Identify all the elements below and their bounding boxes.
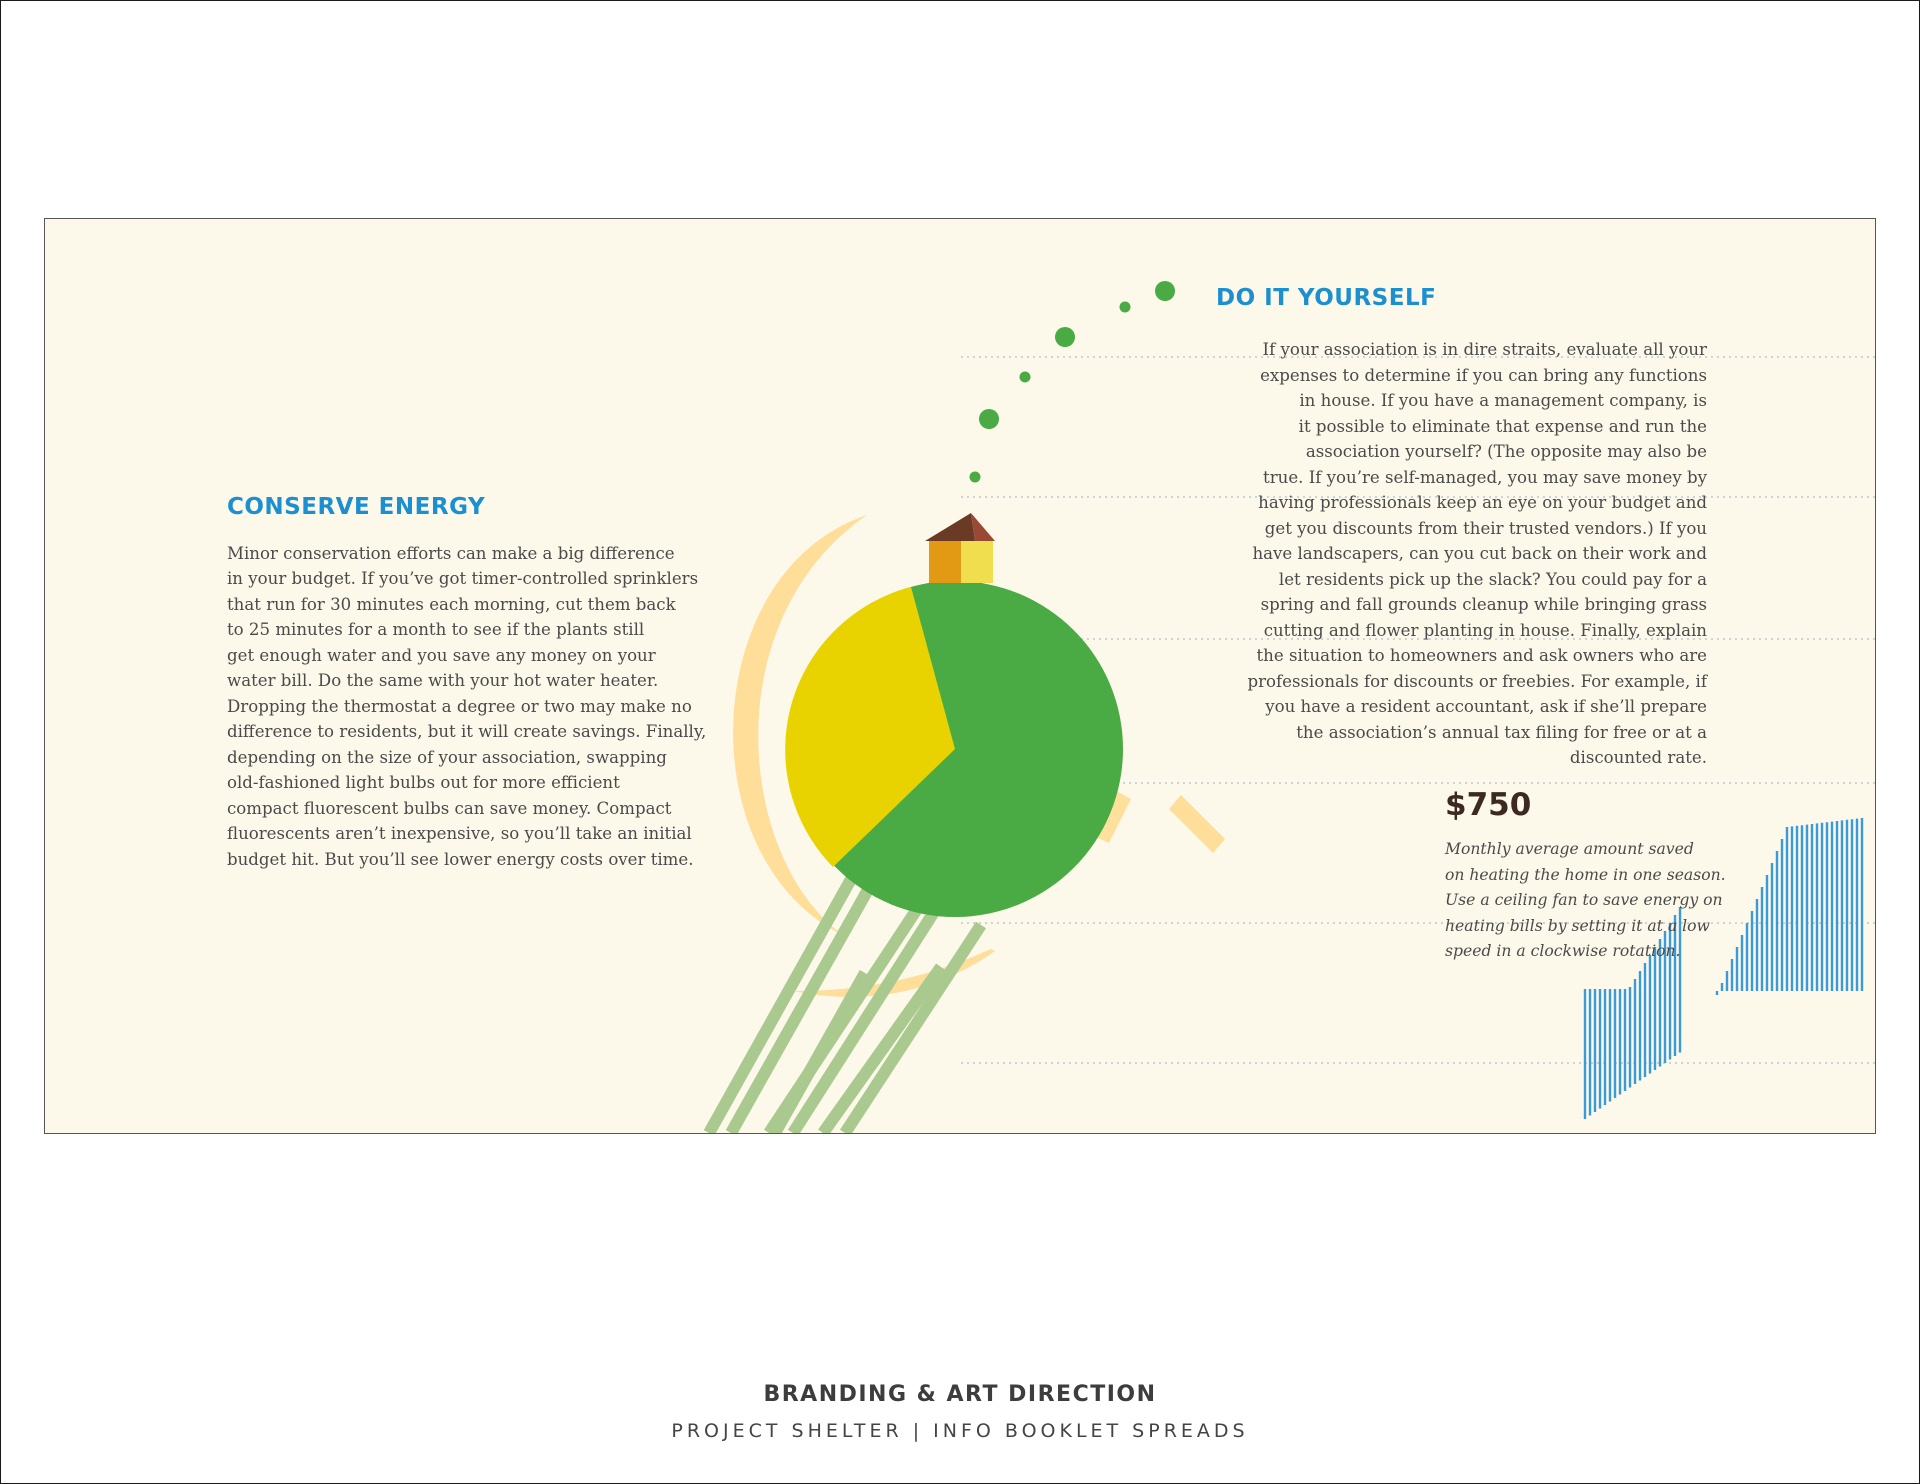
body-line: it possible to eliminate that expense and run the [1298,416,1707,436]
body-line: let residents pick up the slack? You could pay for a [1278,569,1707,589]
body-line: association yourself? (The opposite may also be [1305,442,1707,461]
body-line: in house. If you have a management company, is [1299,391,1707,410]
body-line: in your budget. If you’ve got timer-controlled sprinklers [227,569,699,588]
savings-stat-value: $750 [1445,787,1532,823]
caption-line: on heating the home in one season. [1445,865,1726,884]
body-line: discounted rate. [1569,748,1707,767]
body-line: If your association is in dire straits, evaluate all your [1262,340,1707,359]
conserve-energy-body [227,541,707,873]
caption-line: heating bills by setting it at a low [1445,916,1710,935]
do-it-yourself-heading: DO IT YOURSELF [1216,285,1437,311]
body-line: expenses to determine if you can bring any functions [1260,365,1707,385]
savings-stat-caption [1445,837,1745,965]
body-line: true. If you’re self-managed, you may save money by [1263,467,1707,487]
conserve-energy-section [227,495,707,872]
do-it-yourself-body [1195,337,1707,771]
body-line: Minor conservation efforts can make a big difference [227,543,675,563]
body-line: water bill. Do the same with your hot water heater. [227,671,659,690]
caption-line: Monthly average amount saved [1445,840,1694,858]
body-line: Dropping the thermostat a degree or two may make no [227,696,692,716]
body-line: the situation to homeowners and ask owners who are [1256,646,1707,665]
body-line: you have a resident accountant, ask if she’ll prepare [1265,697,1707,716]
house-icon [925,513,995,583]
body-line: have landscapers, can you cut back on their work and [1252,544,1707,563]
body-line: difference to residents, but it will create savings. Finally, [227,722,707,741]
body-line: depending on the size of your association, swapping [227,747,667,767]
body-line: the association’s annual tax filing for free or at a [1296,722,1707,742]
footer-title: BRANDING & ART DIRECTION [763,1382,1157,1407]
booklet-spread [44,218,1876,1134]
body-line: get enough water and you save any money on your [227,645,656,665]
body-line: compact fluorescent bulbs can save money. Compact [227,798,672,818]
pie-chart-icon [785,581,1123,917]
body-line: get you discounts from their trusted vendors.) If you [1264,518,1707,538]
body-line: professionals for discounts or freebies. For example, if [1247,671,1707,691]
body-line: to 25 minutes for a month to see if the plants still [227,620,645,639]
body-line: cutting and flower planting in house. Finally, explain [1263,620,1707,640]
conserve-energy-heading: CONSERVE ENERGY [227,494,486,520]
body-line: having professionals keep an eye on your budget and [1258,493,1707,512]
body-line: fluorescents aren’t inexpensive, so you’ll take an initial [227,824,692,843]
body-line: budget hit. But you’ll see lower energy costs over time. [227,849,694,869]
body-line: old-fashioned light bulbs out for more efficient [227,773,620,792]
caption-line: speed in a clockwise rotation. [1445,942,1681,960]
caption-line: Use a ceiling fan to save energy on [1445,891,1723,909]
footer-subtitle: PROJECT SHELTER | INFO BOOKLET SPREADS [671,1420,1249,1442]
thought-bubbles-icon [970,281,1176,483]
body-line: that run for 30 minutes each morning, cut them back [227,594,676,614]
body-line: spring and fall grounds cleanup while bringing grass [1260,595,1707,614]
